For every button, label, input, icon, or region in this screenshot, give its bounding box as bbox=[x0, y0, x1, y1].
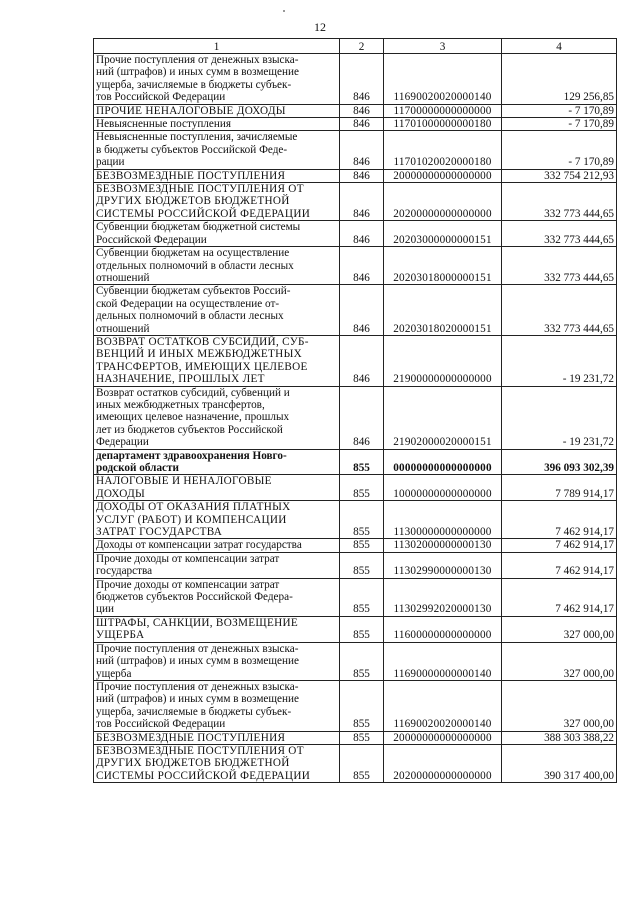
row-sum-cell: 7 462 914,17 bbox=[502, 501, 617, 539]
row-sum-cell: 332 773 444,65 bbox=[502, 247, 617, 285]
row-kbk-cell: 21902000020000151 bbox=[384, 386, 502, 449]
table-row bbox=[94, 475, 617, 501]
table-header-row bbox=[94, 39, 617, 54]
table-row bbox=[94, 731, 617, 744]
row-kbk-cell: 21900000000000000 bbox=[384, 335, 502, 386]
row-code-cell: 846 bbox=[340, 221, 384, 247]
row-kbk-cell: 11690020020000140 bbox=[384, 54, 502, 105]
revenue-table bbox=[93, 38, 617, 783]
table-row bbox=[94, 183, 617, 221]
row-sum-cell: 7 789 914,17 bbox=[502, 475, 617, 501]
table-row bbox=[94, 616, 617, 642]
table-row bbox=[94, 285, 617, 336]
table-row bbox=[94, 335, 617, 386]
row-sum-cell: 332 754 212,93 bbox=[502, 169, 617, 182]
row-code-cell: 846 bbox=[340, 335, 384, 386]
row-sum-cell: - 7 170,89 bbox=[502, 131, 617, 169]
row-code-cell: 846 bbox=[340, 386, 384, 449]
row-name-cell: Прочие поступления от денежных взыска- ний (штрафов) и иных сумм в возмещение ущерба bbox=[94, 642, 340, 680]
row-kbk-cell: 11701020020000180 bbox=[384, 131, 502, 169]
row-kbk-cell: 11690000000000140 bbox=[384, 642, 502, 680]
row-kbk-cell: 11700000000000000 bbox=[384, 104, 502, 117]
column-header: 1 bbox=[94, 39, 340, 54]
row-code-cell: 855 bbox=[340, 501, 384, 539]
row-name-cell: ДОХОДЫ ОТ ОКАЗАНИЯ ПЛАТНЫХ УСЛУГ (РАБОТ) И КОМПЕНСАЦИИ ЗАТРАТ ГОСУДАРСТВА bbox=[94, 501, 340, 539]
row-name-cell: БЕЗВОЗМЕЗДНЫЕ ПОСТУПЛЕНИЯ ОТ ДРУГИХ БЮДЖЕТОВ БЮДЖЕТНОЙ СИСТЕМЫ РОССИЙСКОЙ ФЕДЕРАЦИИ bbox=[94, 183, 340, 221]
row-sum-cell: - 19 231,72 bbox=[502, 386, 617, 449]
row-sum-cell: 396 093 302,39 bbox=[502, 449, 617, 475]
row-code-cell: 855 bbox=[340, 449, 384, 475]
row-kbk-cell: 00000000000000000 bbox=[384, 449, 502, 475]
table-row bbox=[94, 118, 617, 131]
row-code-cell: 855 bbox=[340, 731, 384, 744]
table-row bbox=[94, 552, 617, 578]
row-name-cell: Невыясненные поступления, зачисляемые в бюджеты субъектов Российской Феде- рации bbox=[94, 131, 340, 169]
row-sum-cell: 332 773 444,65 bbox=[502, 183, 617, 221]
row-sum-cell: 327 000,00 bbox=[502, 642, 617, 680]
row-code-cell: 846 bbox=[340, 285, 384, 336]
row-kbk-cell: 11690020020000140 bbox=[384, 680, 502, 731]
row-code-cell: 846 bbox=[340, 183, 384, 221]
row-kbk-cell: 10000000000000000 bbox=[384, 475, 502, 501]
row-kbk-cell: 20203018020000151 bbox=[384, 285, 502, 336]
row-name-cell: Прочие поступления от денежных взыска- ний (штрафов) и иных сумм в возмещение ущерба, зачисляемые в бюджеты субъек- тов Российской Федерации bbox=[94, 54, 340, 105]
column-header: 3 bbox=[384, 39, 502, 54]
row-code-cell: 855 bbox=[340, 642, 384, 680]
row-name-cell: ПРОЧИЕ НЕНАЛОГОВЫЕ ДОХОДЫ bbox=[94, 104, 340, 117]
row-sum-cell: 7 462 914,17 bbox=[502, 539, 617, 552]
row-code-cell: 846 bbox=[340, 169, 384, 182]
row-name-cell: НАЛОГОВЫЕ И НЕНАЛОГОВЫЕ ДОХОДЫ bbox=[94, 475, 340, 501]
row-name-cell: департамент здравоохранения Новго- родской области bbox=[94, 449, 340, 475]
row-sum-cell: 332 773 444,65 bbox=[502, 285, 617, 336]
table-row bbox=[94, 247, 617, 285]
row-kbk-cell: 11302990000000130 bbox=[384, 552, 502, 578]
row-code-cell: 846 bbox=[340, 54, 384, 105]
row-sum-cell: - 7 170,89 bbox=[502, 118, 617, 131]
row-name-cell: БЕЗВОЗМЕЗДНЫЕ ПОСТУПЛЕНИЯ bbox=[94, 169, 340, 182]
column-header: 2 bbox=[340, 39, 384, 54]
row-sum-cell: 390 317 400,00 bbox=[502, 744, 617, 782]
row-name-cell: ШТРАФЫ, САНКЦИИ, ВОЗМЕЩЕНИЕ УЩЕРБА bbox=[94, 616, 340, 642]
row-sum-cell: - 7 170,89 bbox=[502, 104, 617, 117]
table-row bbox=[94, 539, 617, 552]
table-row bbox=[94, 54, 617, 105]
row-kbk-cell: 11701000000000180 bbox=[384, 118, 502, 131]
table-row bbox=[94, 501, 617, 539]
scan-speck bbox=[283, 10, 285, 12]
row-sum-cell: 327 000,00 bbox=[502, 680, 617, 731]
row-name-cell: Доходы от компенсации затрат государства bbox=[94, 539, 340, 552]
row-name-cell: БЕЗВОЗМЕЗДНЫЕ ПОСТУПЛЕНИЯ ОТ ДРУГИХ БЮДЖЕТОВ БЮДЖЕТНОЙ СИСТЕМЫ РОССИЙСКОЙ ФЕДЕРАЦИИ bbox=[94, 744, 340, 782]
row-name-cell: Прочие поступления от денежных взыска- ний (штрафов) и иных сумм в возмещение ущерба, зачисляемые в бюджеты субъек- тов Российской Федерации bbox=[94, 680, 340, 731]
row-name-cell: ВОЗВРАТ ОСТАТКОВ СУБСИДИЙ, СУБ- ВЕНЦИЙ И ИНЫХ МЕЖБЮДЖЕТНЫХ ТРАНСФЕРТОВ, ИМЕЮЩИХ ЦЕЛЕВОЕ НАЗНАЧЕНИЕ, ПРОШЛЫХ ЛЕТ bbox=[94, 335, 340, 386]
row-kbk-cell: 11302992020000130 bbox=[384, 578, 502, 616]
column-header: 4 bbox=[502, 39, 617, 54]
table-row bbox=[94, 104, 617, 117]
row-code-cell: 846 bbox=[340, 104, 384, 117]
row-kbk-cell: 11302000000000130 bbox=[384, 539, 502, 552]
row-name-cell: Субвенции бюджетам бюджетной системы Российской Федерации bbox=[94, 221, 340, 247]
row-kbk-cell: 20200000000000000 bbox=[384, 183, 502, 221]
row-kbk-cell: 20000000000000000 bbox=[384, 169, 502, 182]
row-kbk-cell: 20203018000000151 bbox=[384, 247, 502, 285]
table-row bbox=[94, 386, 617, 449]
row-sum-cell: - 19 231,72 bbox=[502, 335, 617, 386]
row-kbk-cell: 20203000000000151 bbox=[384, 221, 502, 247]
row-sum-cell: 7 462 914,17 bbox=[502, 578, 617, 616]
row-name-cell: Субвенции бюджетам на осуществление отдельных полномочий в области лесных отношений bbox=[94, 247, 340, 285]
row-code-cell: 855 bbox=[340, 744, 384, 782]
row-sum-cell: 332 773 444,65 bbox=[502, 221, 617, 247]
row-code-cell: 855 bbox=[340, 475, 384, 501]
row-code-cell: 855 bbox=[340, 680, 384, 731]
table-row bbox=[94, 131, 617, 169]
row-kbk-cell: 11300000000000000 bbox=[384, 501, 502, 539]
row-sum-cell: 388 303 388,22 bbox=[502, 731, 617, 744]
table-row bbox=[94, 449, 617, 475]
table-row bbox=[94, 642, 617, 680]
table-row bbox=[94, 169, 617, 182]
table-row bbox=[94, 680, 617, 731]
row-code-cell: 846 bbox=[340, 118, 384, 131]
row-kbk-cell: 11600000000000000 bbox=[384, 616, 502, 642]
row-code-cell: 855 bbox=[340, 539, 384, 552]
row-code-cell: 855 bbox=[340, 552, 384, 578]
row-name-cell: Невыясненные поступления bbox=[94, 118, 340, 131]
row-name-cell: Субвенции бюджетам субъектов Россий- ской Федерации на осуществление от- дельных полномочий в области лесных отношений bbox=[94, 285, 340, 336]
row-code-cell: 855 bbox=[340, 578, 384, 616]
row-sum-cell: 7 462 914,17 bbox=[502, 552, 617, 578]
page-number: 12 bbox=[314, 20, 326, 34]
row-sum-cell: 327 000,00 bbox=[502, 616, 617, 642]
row-code-cell: 846 bbox=[340, 247, 384, 285]
row-name-cell: Прочие доходы от компенсации затрат бюджетов субъектов Российской Федера- ции bbox=[94, 578, 340, 616]
row-kbk-cell: 20200000000000000 bbox=[384, 744, 502, 782]
row-code-cell: 846 bbox=[340, 131, 384, 169]
table-row bbox=[94, 744, 617, 782]
table-row bbox=[94, 221, 617, 247]
row-name-cell: БЕЗВОЗМЕЗДНЫЕ ПОСТУПЛЕНИЯ bbox=[94, 731, 340, 744]
row-name-cell: Возврат остатков субсидий, субвенций и иных межбюджетных трансфертов, имеющих целевое назначение, прошлых лет из бюджетов субъектов Российской Федерации bbox=[94, 386, 340, 449]
row-name-cell: Прочие доходы от компенсации затрат государства bbox=[94, 552, 340, 578]
row-code-cell: 855 bbox=[340, 616, 384, 642]
row-kbk-cell: 20000000000000000 bbox=[384, 731, 502, 744]
table-row bbox=[94, 578, 617, 616]
row-sum-cell: 129 256,85 bbox=[502, 54, 617, 105]
